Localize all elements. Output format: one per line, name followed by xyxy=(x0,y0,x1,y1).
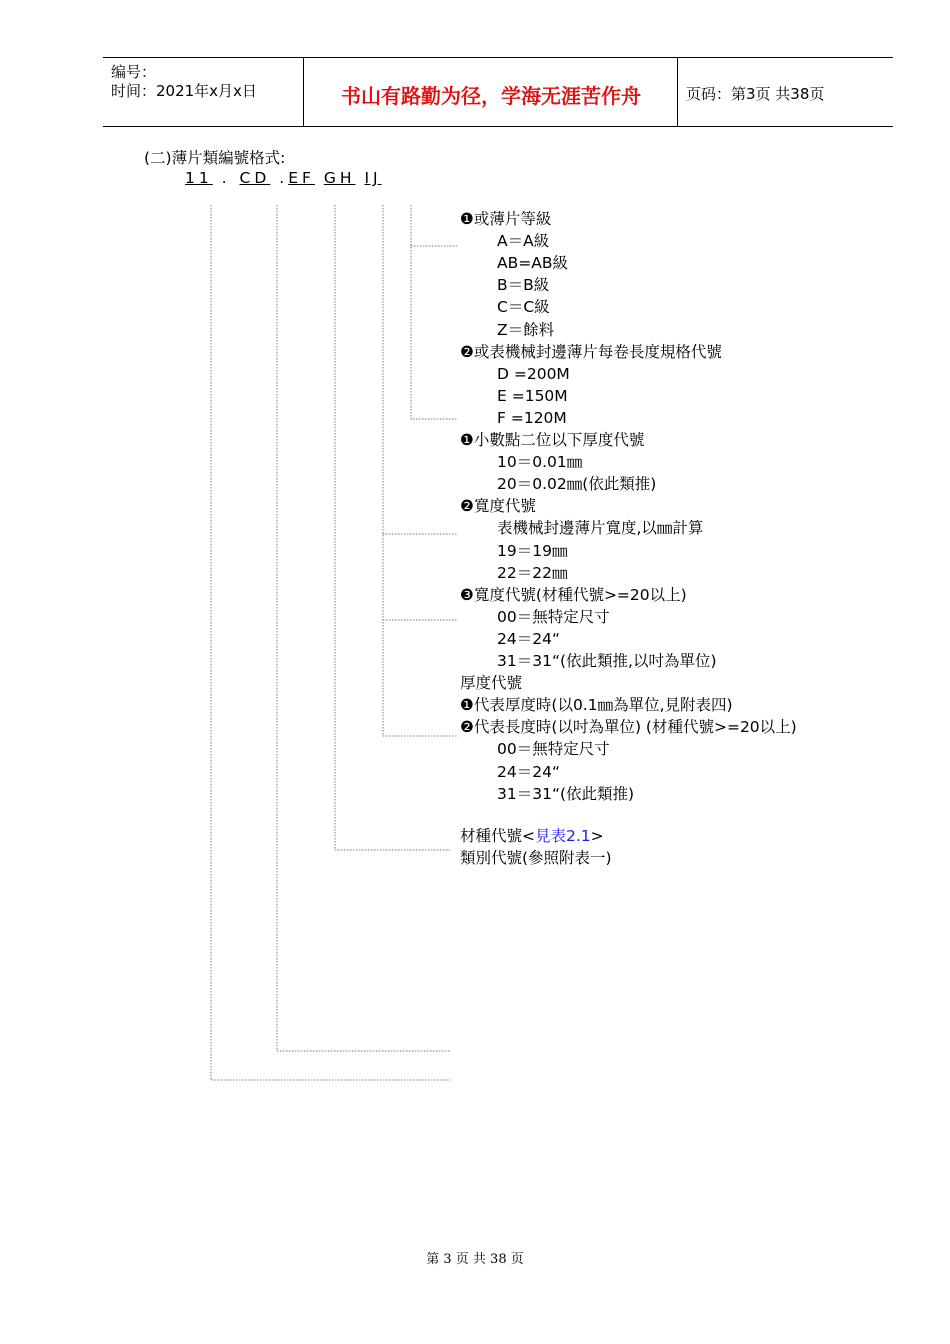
see-table-link[interactable]: 見表2.1 xyxy=(535,827,591,845)
time-label: 时间：2021年x月x日 xyxy=(111,82,257,100)
code-entry: 31＝31“(依此類推,以吋為單位) xyxy=(497,652,717,670)
bracket-line-11 xyxy=(211,205,450,1080)
header-page-info: 页码：第3页 共38页 xyxy=(686,85,825,103)
code-entry: 00＝無特定尺寸 xyxy=(497,607,610,626)
code-entry: 24＝24“ xyxy=(497,629,560,648)
material-suffix: > xyxy=(590,827,604,845)
code-entry: D =200M xyxy=(497,364,570,383)
code-entry: 24＝24“ xyxy=(497,762,560,781)
header-motto: 书山有路勤为径，学海无涯苦作舟 xyxy=(341,84,641,108)
code-heading: ❷代表長度時(以吋為單位) (材種代號>=20以上) xyxy=(460,718,797,737)
code-entry: C＝C級 xyxy=(497,298,550,317)
code-heading: ❷或表機械封邊薄片每卷長度規格代號 xyxy=(460,342,722,361)
code-entry: A＝A級 xyxy=(497,232,550,251)
format-dot: . xyxy=(279,169,289,187)
code-entry: 10＝0.01㎜ xyxy=(497,453,583,472)
format-dot: . xyxy=(221,169,231,187)
code-heading: ❸寬度代號(材種代號>=20以上) xyxy=(460,585,687,604)
material-code-line xyxy=(460,826,604,846)
category-code-line: 類別代號(參照附表一) xyxy=(460,849,612,867)
page-footer: 第 3 页 共 38 页 xyxy=(426,1252,524,1267)
code-entry: 19＝19㎜ xyxy=(497,541,568,560)
code-entry: 00＝無特定尺寸 xyxy=(497,740,610,759)
format-group-cd: CD xyxy=(239,169,271,187)
format-group-11: 11 xyxy=(185,169,213,187)
bracket-line-ij xyxy=(411,205,457,419)
code-entry: 22＝22㎜ xyxy=(497,563,568,582)
code-entry: 20＝0.02㎜(依此類推) xyxy=(497,475,657,494)
format-group-gh: GH xyxy=(323,169,356,187)
number-label: 编号： xyxy=(111,63,157,81)
code-entry: 表機械封邊薄片寬度,以㎜計算 xyxy=(497,519,704,538)
bracket-line-gh xyxy=(383,205,457,736)
code-entry: 31＝31“(依此類推) xyxy=(497,784,635,803)
bracket-line-cd xyxy=(277,205,450,1051)
code-heading: 厚度代號 xyxy=(460,674,523,693)
bracket-line-ef xyxy=(335,205,450,850)
code-entry: B＝B級 xyxy=(497,276,550,295)
code-heading: ❶或薄片等級 xyxy=(460,210,552,228)
code-heading: ❶小數點二位以下厚度代號 xyxy=(460,431,645,449)
code-entry: Z＝餘料 xyxy=(497,320,555,339)
code-entry: F =120M xyxy=(497,408,567,427)
code-entry: AB=AB級 xyxy=(497,254,568,273)
section-title: (二)薄片類編號格式: xyxy=(144,149,286,167)
code-heading: ❶代表厚度時(以0.1㎜為單位,見附表四) xyxy=(460,696,733,715)
code-heading: ❷寬度代號 xyxy=(460,497,536,516)
format-group-ef: EF xyxy=(288,169,315,187)
format-group-ij: IJ xyxy=(364,169,382,187)
material-prefix: 材種代號< xyxy=(460,827,535,845)
code-entry: E =150M xyxy=(497,386,568,405)
